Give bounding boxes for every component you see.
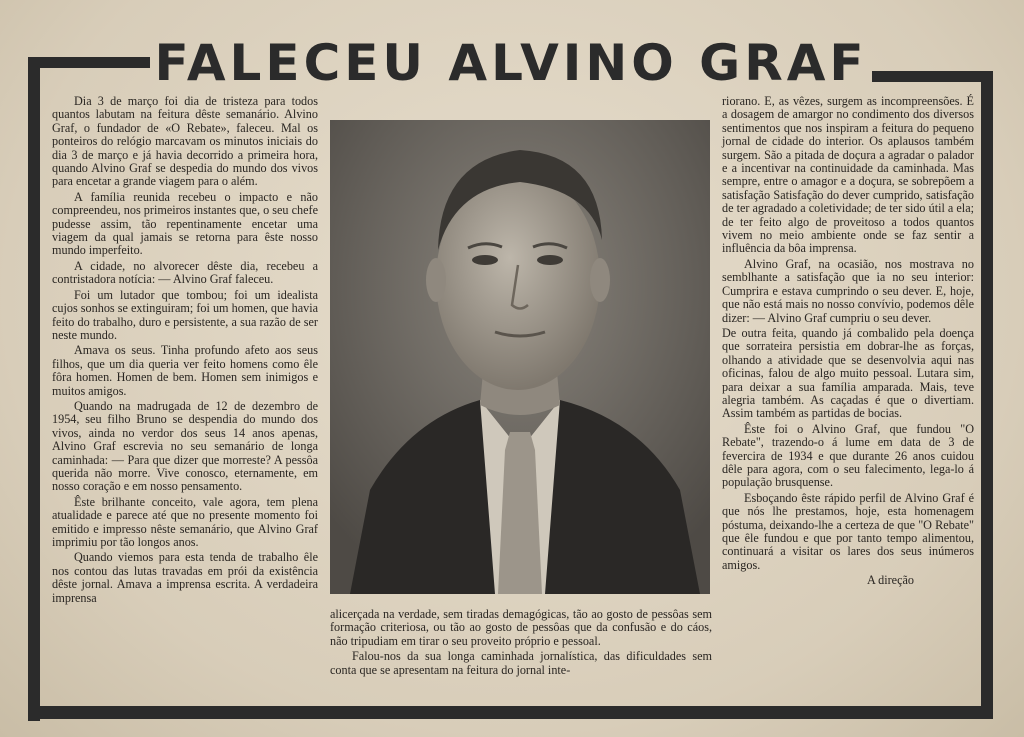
paragraph: Êste brilhante conceito, vale agora, tem plena atualidade e parece até que no presente momento foi emitido e impresso nêste semanário, que Alvino Graf imprimiu por tão longos anos. xyxy=(52,494,318,549)
paragraph: Falou-nos da sua longa caminhada jornalística, das dificuldades sem conta que se apresentam na feitura do jornal inte- xyxy=(330,649,712,677)
article-column-left xyxy=(52,95,318,607)
frame-top-left-bar xyxy=(28,57,150,68)
frame-top-right-bar xyxy=(872,71,992,82)
paragraph: A família reunida recebeu o impacto e não compreendeu, nos primeiros instantes que, o seu chefe pudesse assim, tão repentinamente encetar uma viagem da qual jamais se retorna para êste nosso mundo imperfeito. xyxy=(52,189,318,258)
paragraph: Êste foi o Alvino Graf, que fundou "O Rebate", trazendo-o á lume em data de 3 de fevercira de 1934 e que durante 26 anos cuidou dêle para agora, com o seu falecimento, lega-lo á população brusquense. xyxy=(722,421,974,490)
paragraph: riorano. E, as vêzes, surgem as incompreensões. É a dosagem de amargor no condimento dos diversos sentimentos que nos inspiram a feitura do pequeno jornal de cidade do interior. Os aplausos também surgem. São a pitada de doçura a agradar o palador e a incentivar na continuidade da caminhada. Mas sempre, entre o amagor e a doçura, se sobrepõem a satisfação Satisfação do dever cumprido, satisfação de ter agradado a coletividade; de ter sido útil a ela; de ter feito algo de proveitoso a todos quantos vivem no meio ambiente onde se faz sentir a influência da bôa imprensa. xyxy=(722,94,974,256)
paragraph: alicerçada na verdade, sem tiradas demagógicas, tão ao gosto de pessôas sem formação criteriosa, ou tão ao gosto de pessôas que da confusão e do cáos, não tripudiam em tirar o seu proveito próprio e pessoal. xyxy=(330,607,712,648)
paragraph: Foi um lutador que tombou; foi um idealista cujos sonhos se extinguiram; foi um homen, que havia feito do trabalho, duro e persistente, a sua razão de ser neste mundo. xyxy=(52,287,318,342)
paragraph: A cidade, no alvorecer dêste dia, recebeu a contristadora notícia: — Alvino Graf faleceu. xyxy=(52,258,318,287)
article-column-center xyxy=(330,608,712,679)
paragraph: Quando na madrugada de 12 de dezembro de 1954, seu filho Bruno se despendia do mundo dos vivos, ainda no verdor dos seus 14 anos apenas, Alvino Graf escrevia no seu semanário de longa caminhada: — Para que dizer que morreste? A pessôa querida não morre. Vive conosco, eternamente, em nosso coração e em nosso pensamento. xyxy=(52,398,318,494)
headline: FALECEU ALVINO GRAF xyxy=(154,34,868,92)
paragraph: Esboçando êste rápido perfil de Alvino Graf é que nós lhe prestamos, hoje, esta homenagem póstuma, deixando-lhe a certeza de que "O Rebate" que êle fundou e que por tanto tempo alimentou, continuará a visitar os lares dos seus inúmeros amigos. xyxy=(722,490,974,572)
frame-bottom-bar xyxy=(28,706,993,719)
paragraph: Dia 3 de março foi dia de tristeza para todos quantos labutam na feitura dêste semanário. Alvino Graf, o fundador de «O Rebate», faleceu. Mal os ponteiros do relógio marcavam os minutos iniciais do dia 3 de março e já havia decorrido a primeira hora, quando Alvino Graf se despedia do mundo dos vivos para encetar a grande viagem para o além. xyxy=(52,94,318,189)
paragraph: Alvino Graf, na ocasião, nos mostrava no semblhante a satisfação que ia no seu interior: Cumprira e estava cumprindo o seu dever. E, hoje, que não está mais no nosso convívio, podemos dêle dizer: — Alvino Graf cumpriu o seu dever. xyxy=(722,256,974,325)
signature: A direção xyxy=(866,573,914,588)
paragraph: De outra feita, quando já combalido pela doença que sorrateira persistia em dobrar-lhe as forças, olhando a atividade que se desenvolvia aqui nas oficinas, falou de algo muito pessoal. Lutara sim, para deixar a sua família amparada. Mais, teve alegria também. As caçadas é que o divertiam. Assim também as partidas de bocias. xyxy=(722,325,974,421)
frame-right-bar xyxy=(981,71,993,717)
paragraph: Quando viemos para esta tenda de trabalho êle nos contou das lutas travadas em prói da existência dêste jornal. Amava a imprensa escrita. A verdadeira imprensa xyxy=(52,550,318,605)
paragraph: Amava os seus. Tinha profundo afeto aos seus filhos, que um dia queria ver feito homens como êle fôra homen. Homen de bem. Homen sem inimigos e muitos amigos. xyxy=(52,343,318,398)
frame-left-bar xyxy=(28,57,40,721)
portrait-photo xyxy=(330,120,710,594)
article-column-right xyxy=(722,95,974,590)
